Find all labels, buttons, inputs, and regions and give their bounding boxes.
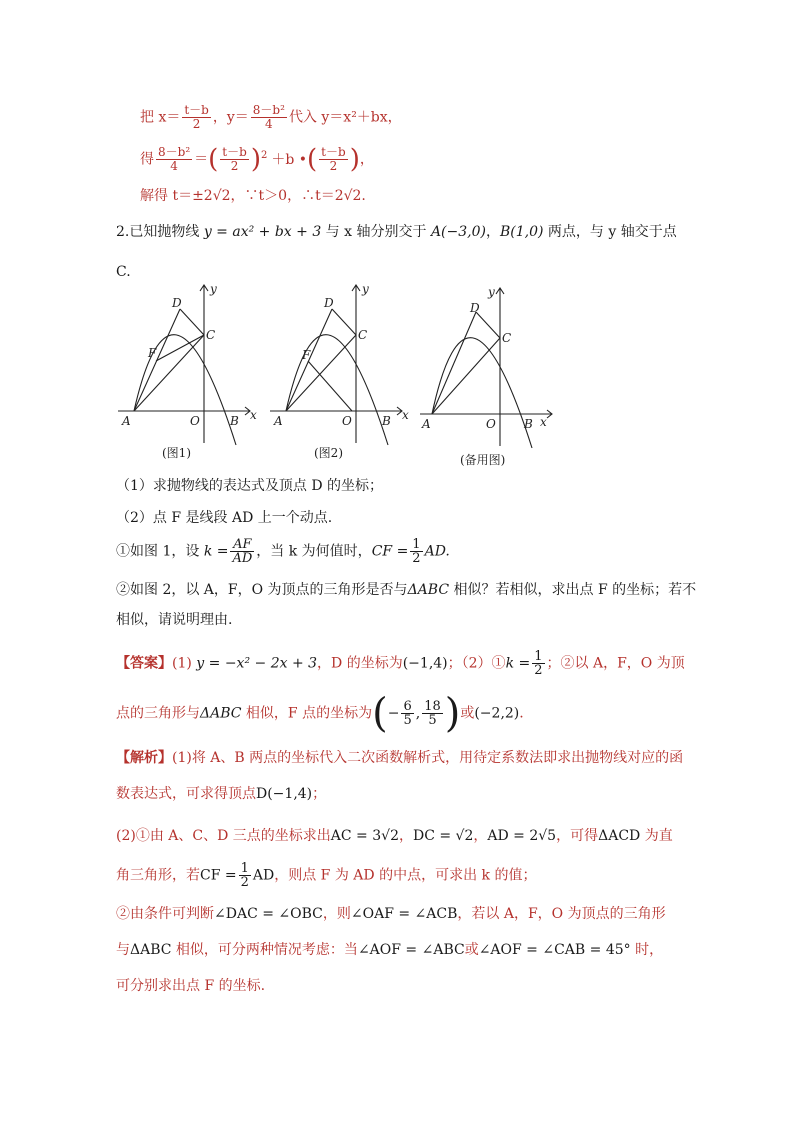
part-2: （2）点 F 是线段 AD 上一个动点. [116, 510, 333, 526]
figure-caption: (图1) [162, 446, 191, 460]
analysis-line-6: 与ΔABC 相似，可分两种情况考虑：当∠AOF = ∠ABC或∠AOF = ∠CAB = 45° 时， [116, 942, 664, 958]
segment-FO [308, 361, 352, 411]
fraction: $\frac{\text{8－b²}}{4}$ [158, 145, 191, 174]
analysis-line-5: ②由条件可判断∠DAC = ∠OBC，则∠OAF = ∠ACB，若以 A，F，O 为顶点的三角形 [116, 906, 666, 922]
segment-AD [432, 312, 476, 414]
figure-3 [420, 286, 560, 470]
fraction: $\frac{\text{8－b²}}{4}$ [252, 103, 285, 131]
label-x: x [402, 408, 409, 422]
fraction: $\frac{t-b}{2}$ [184, 103, 209, 131]
prev-solution-line-1: 把 x＝ $\frac{t-b}{2}$ ，y＝ $\frac{\text{8－b²}}{4}$ 代入 y＝x²＋bx， [140, 103, 402, 131]
part-2-2-cont: 相似，请说明理由. [116, 612, 233, 628]
figure-1 [118, 283, 258, 463]
label-A: A [122, 414, 131, 428]
label-F: F [148, 346, 157, 360]
label-y: y [488, 286, 495, 299]
label-x: x [540, 415, 547, 429]
label-D: D [324, 296, 334, 310]
label-A: A [422, 417, 431, 431]
label-A: A [274, 414, 283, 428]
label-x: x [250, 408, 257, 422]
segment-DC [180, 309, 204, 335]
prev-solution-line-2: 得 $\frac{\text{8－b²}}{4}$ ＝( $\frac{t-b}{2}$ )$^2$ ＋b •( $\frac{t-b}{2}$ )， [140, 144, 374, 175]
label-B: B [382, 414, 391, 428]
analysis-line-4: 角三角形，若CF = $\frac{1}{2}$ AD，则点 F 为 AD 的中点，可求出 k 的值； [116, 861, 537, 890]
analysis-line-7: 可分别求出点 F 的坐标. [116, 978, 266, 994]
part-2-2: ②如图 2，以 A，F，O 为顶点的三角形是否与ΔABC 相似？若相似，求出点 F 的坐标；若不 [116, 582, 697, 598]
label-C: C [502, 331, 512, 345]
analysis-line-2: 数表达式，可求得顶点D(−1,4)； [116, 786, 327, 802]
figure-2 [270, 283, 410, 463]
segment-DC [476, 312, 500, 338]
label-D: D [172, 296, 182, 310]
label-y: y [362, 283, 369, 296]
answer-line-1: 【答案】(1) y = −x² − 2x + 3，D 的坐标为(−1,4)；（2）①k = $\frac{1}{2}$ ；②以 A，F，O 为顶 [116, 649, 685, 678]
label-D: D [470, 301, 480, 315]
question-2-stem-cont: C. [116, 264, 131, 280]
figure-caption: (图2) [314, 446, 343, 460]
part-2-1: ①如图 1，设 k = $\frac{AF}{AD}$ ，当 k 为何值时，CF = $\frac{1}{2}$ AD. [116, 537, 450, 566]
analysis-line-3: (2)①由 A、C、D 三点的坐标求出AC = 3√2，DC = √2，AD = 2√5，可得ΔACD 为直 [116, 828, 673, 844]
part-1: （1）求抛物线的表达式及顶点 D 的坐标； [116, 478, 384, 494]
label-B: B [230, 414, 239, 428]
segment-DC [332, 309, 356, 335]
question-2-stem: 2.已知抛物线 y = ax² + bx + 3 与 x 轴分别交于 A(−3,0)，B(1,0) 两点，与 y 轴交于点 [116, 224, 677, 240]
figure-caption: (备用图) [460, 453, 506, 467]
label-O: O [190, 414, 200, 428]
label-O: O [342, 414, 352, 428]
label-C: C [206, 328, 216, 342]
label-y: y [210, 283, 217, 296]
label-B: B [524, 417, 533, 431]
analysis-line-1: 【解析】(1)将 A、B 两点的坐标代入二次函数解析式，用待定系数法即求出抛物线对应的函 [116, 750, 684, 766]
label-O: O [486, 417, 496, 431]
label-F: F [302, 348, 311, 362]
prev-solution-line-3: 解得 t＝±2√2，∵t＞0，∴t＝2√2. [140, 188, 366, 204]
label-C: C [358, 328, 368, 342]
parabola [432, 338, 532, 448]
answer-line-2: 点的三角形与ΔABC 相似，F 点的坐标为(− $\frac{6}{5}$ , $\frac{18}{5}$ )或(−2,2). [116, 690, 524, 737]
